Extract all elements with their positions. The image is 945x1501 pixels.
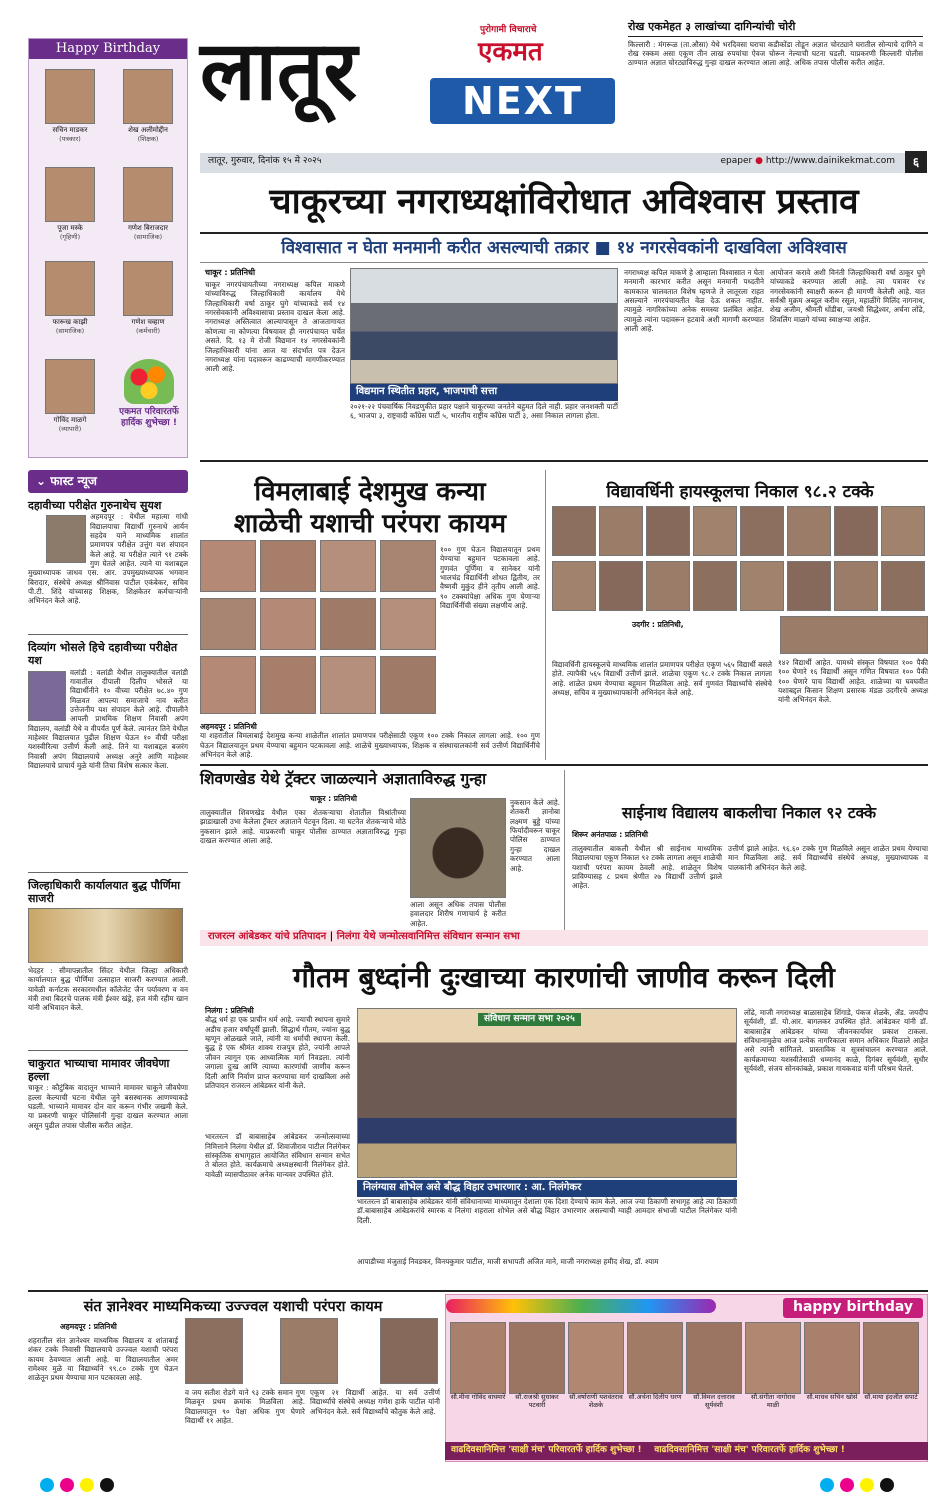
dateline-bar (200, 153, 905, 173)
person-role: (सामाजिक) (55, 326, 85, 335)
person-photo (45, 167, 95, 222)
student-photo (200, 656, 256, 714)
masthead-logo (200, 23, 430, 140)
nilanga-body: लोंढे, माजी नगराध्यक्ष बाळासाहेब शिंगाडे, पंकज शेळके, ॲड. जयदीप सूर्यवंशी, डॉ. यो.आर. बागलकर उपस्थित होते. आंबेडकर यांनी डॉ. बाबासाहेब आंबेडकर यांच्या जीवनकार्यावर प्रकाश टाकला. संविधानामुळेच आज प्रत्येक नागरिकाला समान अधिकार मिळाले आहेत असे त्यांनी सांगितले. प्रास्ताविक व सूत्रसंचालन करण्यात आले. कार्यक्रमाच्या यशस्वीतेसाठी धम्मानंद काळे, दिगंबर सूर्यवंशी, सुधीर सूर्यवंशी, संजय सोनकांबळे, प्रकाश गायकवाड यांनी परिश्रम घेतले. (744, 1008, 928, 1074)
fast-news-column (28, 470, 188, 1290)
vidyavardhini-headline: विद्यावर्धिनी हायस्कूलचा निकाल ९८.२ टक्के (606, 482, 874, 502)
dnyaneshwar-body: एकूण २१ विद्यार्थी आहेत. या सर्व उत्तीर्ण विद्यार्थ्यांचे संस्थेचे अध्यक्ष गणेश हाके पाटील यांनी अभिनंदन केले. सर्व विद्यार्थ्यांचे कौतुक केले आहे. (310, 1388, 440, 1416)
nilanga-photo-foot: आपाडीच्या मंजुताई निवडकर, विनयकुमार पाटील, माजी सभापती अजित माने, माजी नगराध्यक्ष हमीद शेख, डॉ. श्याम (357, 1257, 659, 1266)
birthday-footer-text: वाढदिवसानिमित्त 'साक्षी मंच' परिवारतर्फे हार्दिक शुभेच्छा ! (654, 1445, 845, 1455)
divider (564, 770, 565, 930)
birthday-person (35, 167, 105, 241)
person-photo (123, 167, 173, 222)
fast-news-header (28, 470, 188, 493)
masthead-tagline: पुरोगामी विचाराचे (480, 25, 537, 35)
person-name: सौ.वर्षाराणी यशवंतराव शेळके (569, 1393, 623, 1409)
brand-name: एकमत (478, 37, 543, 67)
burnt-tractor-photo (410, 798, 506, 898)
news-title: चाकुरात भाच्याचा मामावर जीवघेणा हल्ला (28, 1056, 170, 1084)
birthday-person (113, 167, 183, 241)
globe-icon: ● (755, 156, 763, 166)
divider (200, 232, 928, 234)
news-photo (28, 908, 183, 963)
top-story (628, 20, 923, 148)
person-photo (123, 69, 173, 124)
person-name: गणेश बिराजदार (127, 224, 169, 232)
student-photo (380, 598, 436, 650)
vimalabai-text-block (200, 722, 540, 765)
birthday-strip-people (450, 1322, 925, 1432)
black-dot-icon (100, 1478, 114, 1492)
student-photo (693, 506, 737, 556)
lead-headline: चाकूरच्या नगराध्यक्षांविरोधात अविश्वास प्रस्ताव (269, 181, 859, 222)
cyan-dot-icon (40, 1478, 54, 1492)
student-photo (200, 540, 256, 592)
person-photo (123, 261, 173, 316)
birthday-person (863, 1322, 919, 1402)
birthday-person (686, 1322, 742, 1410)
person-photo (745, 1322, 801, 1394)
lead-photo (350, 268, 618, 384)
vidyavardhini-body: १४२ विद्यार्थी आहेत. यामध्ये संस्कृत विषयात १०० पैकी १०० घेणारे १६ विद्यार्थी असून गणित विषयात १०० पैकी १०० घेणारे पाच विद्यार्थी आहेत. शाळेच्या या घवघवीत यशाबद्दल किसान शिक्षण प्रसारक मंडळ उदगीरचे अध्यक्ष यांनी अभिनंदन केले. (778, 658, 928, 705)
person-photo (45, 261, 95, 316)
birthday-person (113, 69, 183, 143)
student-photo (834, 506, 878, 556)
nilanga-photo-caption: निलंग्यास शोभेल असे बौद्ध विहार उभारणार : आ. निलंगेकर (357, 1180, 737, 1197)
divider (200, 262, 928, 263)
birthday-box (28, 38, 188, 458)
next-logo: NEXT (430, 78, 615, 124)
birthday-person (804, 1322, 860, 1402)
black-dot-icon (880, 1478, 894, 1492)
dnyaneshwar-body: व जय सतीश रोडगे याने ९३ टक्के समान गुण मिळवून प्रथम क्रमांक मिळविला आहे. विद्यालयातून ९० पेक्षा अधिक गुण घेणारे विद्यार्थी ११ आहेत. (185, 1388, 305, 1426)
student-photo (646, 506, 690, 556)
flower-bouquet-icon (124, 359, 174, 404)
person-name: सौ.विमल दत्ताराव सूर्यवंशी (693, 1393, 735, 1409)
birthday-person (745, 1322, 801, 1410)
news-title: दहावीच्या परीक्षेत गुरुनाथेच सुयश (28, 499, 162, 512)
student-photo (693, 561, 737, 611)
student-photo (834, 561, 878, 611)
person-name: शेख अलीमोद्दीन (128, 126, 168, 134)
vidyavardhini-byline-row (552, 620, 802, 638)
vimalabai-headline: शाळेची यशाची परंपरा कायम (233, 509, 507, 539)
person-name: सौ.राजश्री सुधाकर पटवारी (515, 1393, 559, 1409)
magenta-dot-icon (60, 1478, 74, 1492)
student-photo (740, 506, 784, 556)
magenta-dot-icon (840, 1478, 854, 1492)
student-photo (646, 561, 690, 611)
student-photo (552, 506, 596, 556)
person-photo (450, 1322, 506, 1394)
sainath-byline: शिरूर अनंतपाळ : प्रतिनिधी (572, 830, 648, 839)
separator-icon: | (329, 931, 334, 942)
person-role: (पत्रकार) (59, 134, 81, 143)
lead-body: नगराध्यक्ष कपिल माकणे हे आम्हाला विश्वासात न घेता मनमानी कारभार करीत असून मनमानी पध्दतीने कामकाज चालवतात विशेष म्हणजे ते लातूरला राहत असल्याने नगरपंचायतीत वेळ देऊ शकत नाहीत. त्यामुळे नागरिकांच्या अनेक समस्या प्रलंबित आहेत. त्यामुळे त्यांना पदावरून हटवावे अशी मागणी करण्यात आली आहे. (624, 268, 764, 334)
student-photo (320, 656, 376, 714)
student-photo (260, 540, 316, 592)
epaper-label: epaper (720, 156, 753, 166)
epaper-link[interactable] (721, 156, 895, 167)
news-body: अहमदपूर : येथील महात्मा गांधी विद्यालयाचा विद्यार्थी गुरुनाथे आर्यन सहदेव याने माध्यमिक शालांत प्रमाणपत्र परीक्षेत उत्तुंग यश संपादन केले आहे. या परीक्षेत त्याने ९१ टक्के गुण घेतले आहेत. त्याने या यशाबद्दल मुख्याध्यापक जाधव एस. आर. उपमुख्याध्यापक भगवान बिरादार, संस्थेचे अध्यक्ष श्रीनिवास पाटील एकंबेकर, सचिव पी.टी. शिंदे यांच्यासह शिक्षक, शिक्षकेतर कर्मचाऱ्यांनी अभिनंदन केले आहे. (28, 512, 188, 606)
person-name: सौ.माधव सचिन खोसे (806, 1393, 858, 1401)
person-name: सौ.अर्चना दिलीप धरण (628, 1393, 682, 1401)
student-photo (787, 506, 831, 556)
person-photo (686, 1322, 742, 1394)
sainath-headline: साईनाथ विद्यालय बाकलीचा निकाल ९२ टक्के (622, 804, 876, 822)
news-photo (28, 671, 66, 721)
student-photo (380, 656, 436, 714)
photo-banner: संविधान सन्मान सभा २०२५ (478, 1013, 581, 1026)
nilanga-body: बौद्ध धर्म हा एक प्राचीन धर्म आहे. ज्याची स्थापना सुमारे अडीच हजार वर्षांपूर्वी झाली. सिद्धार्थ गौतम, ज्यांना बुद्ध म्हणून ओळखले जाते, त्यांनी या धर्माची स्थापना केली. बुद्ध हे एक श्रीमंत शाक्य राजपुत्र होते, ज्यांनी आपले जीवन त्यागून एक आध्यात्मिक मार्ग निवडला. त्यांनी जगाला दुःख आणि त्याच्या कारणांची जाणीव करून दिली आणि निर्वाण प्राप्त करण्याचा मार्ग दाखविला असे प्रतिपादन राजरत्न आंबेडकर यांनी केले. (205, 1015, 350, 1090)
student-photo (380, 540, 436, 592)
logo-text: लातूर (200, 23, 358, 119)
person-role: (शिक्षक) (137, 134, 159, 143)
student-photo (599, 561, 643, 611)
person-photo (45, 359, 95, 414)
website-url: http://www.dainikekmat.com (765, 156, 895, 166)
student-photo (260, 598, 316, 650)
student-photo (320, 540, 376, 592)
person-name: गणेश चव्हाण (131, 318, 165, 326)
person-role: (व्यापारी) (58, 424, 82, 433)
person-photo (568, 1322, 624, 1394)
student-photo (552, 561, 596, 611)
student-photo-grid (552, 506, 928, 616)
balloons-icon (446, 1299, 716, 1313)
vimalabai-body: या शहरातील विमलाबाई देशमुख कन्या शाळेतील शालांत प्रमाणपत्र परीक्षेसाठी एकूण १०० टक्के निकाल लागला आहे. १०० गुण घेऊन विद्यालयातून प्रथम येण्याचा बहुमान पटकावला आहे. शाळेचे मुख्याध्यापक, शिक्षक व संस्थाचालकांनी सर्व उत्तीर्ण विद्यार्थिनींचे अभिनंदन केले आहे. (200, 731, 540, 760)
birthday-strip-title: happy birthday (783, 1298, 923, 1318)
person-photo (509, 1322, 565, 1394)
nilanga-kicker: राजरत्न आंबेडकर यांचे प्रतिपादन (208, 931, 327, 942)
person-photo (45, 69, 95, 124)
vimalabai-byline: अहमदपूर : प्रतिनिधी (200, 722, 257, 731)
student-photo-row (780, 616, 928, 654)
divider (545, 470, 546, 760)
divider (28, 872, 188, 873)
person-name: सौ.संगीता नागोराव माळी (751, 1393, 795, 1409)
student-photo (260, 656, 316, 714)
news-title: जिल्हाधिकारी कार्यालयात बुद्ध पौर्णिमा साजरी (28, 878, 181, 905)
vimalabai-body: १०० गुण घेऊन विद्यालयातून प्रथम येण्याचा बहुमान पटकावला आहे. गुणवंत पूर्णिमा व सानेकर यांनी भालचंद्र विद्यार्थिनी शोधत द्वितीय, तर वैष्णवी मुकुंद हीने तृतीय आली आहे. ९० टक्क्यांपेक्षा अधिक गुण घेणाऱ्या विद्यार्थिनींची संख्या लक्षणीय आहे. (440, 545, 540, 611)
shivankhed-headline: शिवणखेड येथे ट्रॅक्टर जाळल्याने अज्ञाताविरुद्ध गुन्हा (200, 770, 487, 788)
student-photo (881, 561, 925, 611)
vimalabai-headline: विमलाबाई देशमुख कन्या (254, 477, 486, 507)
sainath-body: उत्तीर्ण झाले आहेत. ९६.६० टक्के गुण मिळविले असून शाळेत प्रथम येण्याचा मान मिळविला आहे. सर्व विद्यार्थ्यांचे संस्थेचे अध्यक्ष, मुख्याध्यापक व पालकांनी अभिनंदन केले आहे. (728, 844, 928, 872)
shivankhed-caption: आला असून अधिक तपास पोलीस हवालदार शिरीष गणाचार्य हे करीत आहेत. (410, 900, 506, 928)
student-photo (599, 506, 643, 556)
news-photo (46, 515, 86, 563)
divider (200, 460, 928, 462)
lead-byline: चाकूर : प्रतिनिधी (205, 268, 256, 277)
lead-body: चाकूर नगरपंचायतीच्या नगराध्यक्ष कपिल माकणे यांच्याविरुद्ध जिल्हाधिकारी कार्यालय येथे जिल्हाधिकारी वर्षा ठाकूर घुगे यांच्याकडे सर्व १४ नगरसेवकांनी अविश्वासाचा प्रस्ताव दाखल केला आहे. नगराध्यक्ष अस्तित्वात आल्यापासून ते आजतागायत कोणत्या ना कोणत्या विषयावर ही नगरपंचायत चर्चेत असते. दि. १३ मे रोजी विद्यमान १४ नगरसेवकांनी जिल्हाधिकारी यांना आज या संदर्भात पत्र देऊन नगराध्यक्ष यांना पदावरून काढण्याची मागणीकरण्यात आली आहे. (205, 280, 345, 374)
person-role: (गृहिणी) (59, 232, 81, 241)
shivankhed-body: तालुक्यातील शिवणखेड येथील एका शेतकऱ्याचा शेतातील विश्रांतीच्या झाडाखाली उभा केलेला ट्रॅक्टर अज्ञाताने पेटवून दिला. या घटनेत शेतकऱ्याचे मोठे नुकसान झाले आहे. याप्रकरणी चाकूर पोलीस ठाण्यात अज्ञाताविरुद्ध गुन्हा दाखल करण्यात आला आहे. (200, 808, 406, 846)
vidyavardhini-byline: उदगीर : प्रतिनिधी, (632, 620, 684, 629)
shivankhed-byline: चाकूर : प्रतिनिधी (310, 794, 357, 803)
birthday-person (627, 1322, 683, 1402)
dnyaneshwar-byline: अहमदपूर : प्रतिनिधी (60, 1322, 117, 1331)
person-name: पूजा मस्के (57, 224, 83, 232)
news-body: वलांडी : वलांडी येथील तालुक्यातील वलांडी गावातील दीपाली दिलीप भोसले या विद्यार्थीनीने १० वीच्या परीक्षेत ७८.४० गुण मिळवत आपल्या समाजाचे नाव करीत उत्तेजनीय यश संपादन केले आहे. दीपालीने आपली प्राथमिक शिक्षण निवासी अपंग विद्यालय, वलांडी येथे व वीपर्यंत पूर्ण केले. त्यानंतर तिने येथील माहेश्वर विद्यालयात पुढील शिक्षण घेऊन १० वीची परीक्षा यशस्वीरित्या उत्तीर्ण केली आहे. तिने या यशाबद्दल बजरंग निवासी अपंग विद्यालयाचे अध्यक्ष अनुरे आणि माहेश्वर विद्यालयाचे प्राचार्य मुळे यांनी तिचा विशेष सत्कार केला. (28, 667, 188, 771)
page-number: ६ (905, 151, 927, 173)
birthday-person (35, 359, 105, 433)
birthday-person (450, 1322, 506, 1402)
lead-column-1 (205, 268, 345, 465)
yellow-dot-icon (860, 1478, 874, 1492)
dnyaneshwar-headline: संत ज्ञानेश्वर माध्यमिकच्या उज्ज्वल यशाची परंपरा कायम (83, 1299, 383, 1315)
birthday-title: Happy Birthday (29, 39, 187, 59)
person-role: (कर्मचारी) (135, 326, 161, 335)
birthday-strip-footer (445, 1442, 928, 1460)
person-role: (सामाजिक) (133, 232, 163, 241)
news-title: दिव्यांग भोसले हिचे दहावीच्या परीक्षेत यश (28, 641, 178, 668)
vidyavardhini-body: विद्यावर्धिनी हायस्कूलचे माध्यमिक शालांत प्रमाणपत्र परीक्षेत एकूण ५६५ विद्यार्थी बसले होते. त्यापैकी ५६५ विद्यार्थी उत्तीर्ण झाले. शाळेचा एकूण ९८.२ टक्के निकाल लागला आहे. शाळेत प्रथम येण्याचा बहुमान मिळविला आहे. सर्व गुणवंत विद्यार्थ्यांचे संस्थेचे अध्यक्ष, सचिव व मुख्याध्यापकांनी अभिनंदन केले आहे. (552, 660, 772, 698)
birthday-person (35, 69, 105, 143)
student-photo (280, 1318, 338, 1384)
student-photo (881, 506, 925, 556)
person-name: सौ.मीना गोविंद वाघमारे (450, 1393, 506, 1401)
birthday-person (113, 261, 183, 335)
divider (200, 764, 928, 766)
person-name: फारूख काझी (52, 318, 88, 326)
dnyaneshwar-body: शहरातील संत ज्ञानेश्वर माध्यमिक विद्यालय व शांताबाई शंकर टक्के निवासी विद्यालयाचे उज्ज्वल यशाची परंपरा कायम ठेवण्यात आली आहे. या विद्यालयातील अमर रामेश्वर मुळे या विद्यार्थ्याने ९९.८० टक्के गुण घेऊन शाळेतून प्रथम येण्याचा मान पटकावला आहे. (28, 1336, 178, 1383)
nilanga-body: भारतरत्न डॉ बाबासाहेब आंबेडकर जन्मोत्सवाच्या निमित्ताने निलंगा येथील डॉ. शिवाजीराव पाटील निलंगेकर सांस्कृतिक सभागृहात आयोजित संविधान सन्मान सभेत ते बोलत होते. कार्यक्रमाचे अध्यक्षस्थानी निलंगेकर होते. यावेळी व्यासपीठावर अनेक मान्यवर उपस्थित होते. (205, 1132, 350, 1179)
top-story-title: रोख एकमेहत ३ लाखांच्या दागिन्यांची चोरी (628, 20, 923, 37)
person-name: सौ.माया इंदजीत सपाटे (864, 1393, 918, 1401)
chevron-down-icon: ⌄ (36, 474, 51, 488)
person-name: सचिन माडकर (52, 126, 88, 134)
news-body: भेदहर : सीमापन्नातील सिंदर येथील जिल्हा अधिकारी कार्यालयात बुद्ध पौर्णिमा उत्साहात साजरी करण्यात आली. यावेळी कर्नाटक सरकारमधील कॉलेजेट जैन पर्यावरण व वन मंत्री तथा बिदरचे पालक मंत्री ईश्वर खंड्रे, हज मंत्री रहीम खान यांनी अभिवादन केले. (28, 965, 188, 1013)
person-photo (863, 1322, 919, 1394)
lead-subheadline: विश्वासात न घेता मनमानी करीत असल्याची तक्रार ■ १४ नगरसेवकांनी दाखविला अविश्वास (281, 238, 847, 258)
student-photo (200, 598, 256, 650)
birthday-person (509, 1322, 565, 1410)
student-photo (787, 561, 831, 611)
nilanga-photo-body: भारतरत्न डॉ बाबासाहेब आंबेडकर यांनी संविधानाच्या माध्यमातून देशाला एक दिशा देण्याचे काम केले. आज ज्या ठिकाणी सभागृह आहे त्या ठिकाणी डॉ.बाबासाहेब आंबेडकरांचे स्मारक व निलंगा शहराला शोभेल असे बौद्ध विहार उभारणार असल्याची ग्वाही आमदार संभाजी पाटील निलंगेकर यांनी दिली. (357, 1197, 737, 1225)
birthday-person (568, 1322, 624, 1410)
person-photo (804, 1322, 860, 1394)
person-name: गोविंद माळगे (53, 416, 87, 424)
nilanga-photo (357, 1008, 737, 1178)
person-photo (627, 1322, 683, 1394)
student-photo (185, 1318, 243, 1384)
birthday-person (35, 261, 105, 335)
cyan-dot-icon (820, 1478, 834, 1492)
news-body: चाकूर : कौटुंबिक वादातून भाच्याने मामावर चाकूने जीवघेणा हल्ला केल्याची घटना येथील जुने बसस्थानक आणण्याकडे घडली. भाच्याने मामावर दोन वार करून गंभीर जखमी केले. या प्रकरणी चाकूर पोलिसांनी गुन्हा दाखल करण्यात आला असून पुढील तपास पोलीस करीत आहेत. (28, 1083, 188, 1130)
nilanga-kicker-bar (200, 930, 928, 946)
student-photo (740, 561, 784, 611)
dateline-text: लातूर, गुरुवार, दिनांक १५ मे २०२५ (208, 156, 322, 166)
divider (28, 1290, 928, 1292)
nilanga-kicker: निलंगा येथे जन्मोत्सवानिमित्त संविधान सन्मान सभा (336, 931, 520, 942)
yellow-dot-icon (80, 1478, 94, 1492)
top-story-body: किल्लारी : मंगरूळ (ता.औसा) येथे भरदिवसा घराचा कडीकोंडा तोडून अज्ञात चोरट्याने घरातील सोन्याचे दागिने व रोख रक्कम असा एकूण तीन लाख रुपयांचा ऐवज चोरून नेल्याची घटना घडली. याप्रकरणी किल्लारी पोलीस ठाण्यात अज्ञात चोरट्याविरुद्ध गुन्हा दाखल करण्यात आला आहे. अधिक तपास पोलीस करीत आहेत. (628, 39, 923, 68)
sainath-body: तालुक्यातील बाकली येथील श्री साईनाथ माध्यमिक विद्यालयाचा एकूण निकाल ९२ टक्के लागला असून शाळेची यशाची परंपरा कायम ठेवली आहे. शाळेतून विशेष प्राविण्यासह ८ प्रथम श्रेणीत २७ विद्यार्थी उत्तीर्ण झाले आहेत. (572, 844, 722, 891)
lead-photo-caption: विद्यमान स्थितीत प्रहार, भाजपाची सत्ता (350, 384, 618, 401)
lead-photo-body: २०२१-२२ पंचवार्षिक निवडणुकीत प्रहार पक्षाने चाकूरच्या जनतेने बहुमत दिले नाही. प्रहार जनशक्ती पार्टी ६, भाजपा ३, राष्ट्रवादी काँग्रेस पार्टी ५, भारतीय राष्ट्रीय काँग्रेस पार्टी ३, असा निकाल लागला होता. (350, 402, 618, 421)
nilanga-column-1 (205, 1006, 350, 1287)
shivankhed-body: नुकसान केले आहे. शेतकरी ज्ञानोबा लक्ष्मण बुड्डे यांच्या फिर्यादीवरून चाकूर पोलिस ठाण्यात गुन्हा दाखल करण्यात आला आहे. (510, 798, 560, 873)
divider (28, 634, 188, 635)
student-photo (320, 598, 376, 650)
fast-news-label: फास्ट न्यूज (50, 474, 97, 488)
print-registration-strip (40, 1478, 920, 1492)
nilanga-byline: निलंगा : प्रतिनिधी (205, 1006, 254, 1015)
birthday-wish: एकमत परिवारतर्फे हार्दिक शुभेच्छा ! (119, 407, 179, 429)
student-photo (380, 1318, 438, 1384)
lead-body: आयोजन करावे अशी विनंती जिल्हाधिकारी वर्षा ठाकूर घुगे यांच्याकडे करण्यात आली आहे. त्या पत्रावर १४ नगरसेवकांनी स्वाक्षरी करून ही मागणी केलेली आहे. यात सर्वश्री मुक्रम अब्दुल करीम रसूल, महाळींगे मिलिंद नागनाथ, शेख अजीम, श्रीमती धोंडीबा, जयश्री सिद्धेश्वर, अर्चना लोंढे, शिवलिंग माळगे यांच्या स्वाक्षऱ्या आहेत. (770, 268, 925, 324)
student-photo-grid (200, 540, 436, 718)
nilanga-headline: गौतम बुध्दांनी दुःखाच्या कारणांची जाणीव करून दिली (293, 961, 835, 994)
birthday-footer-text: वाढदिवसानिमित्त 'साक्षी मंच' परिवारतर्फे हार्दिक शुभेच्छा ! (451, 1445, 642, 1455)
divider (28, 1050, 188, 1051)
